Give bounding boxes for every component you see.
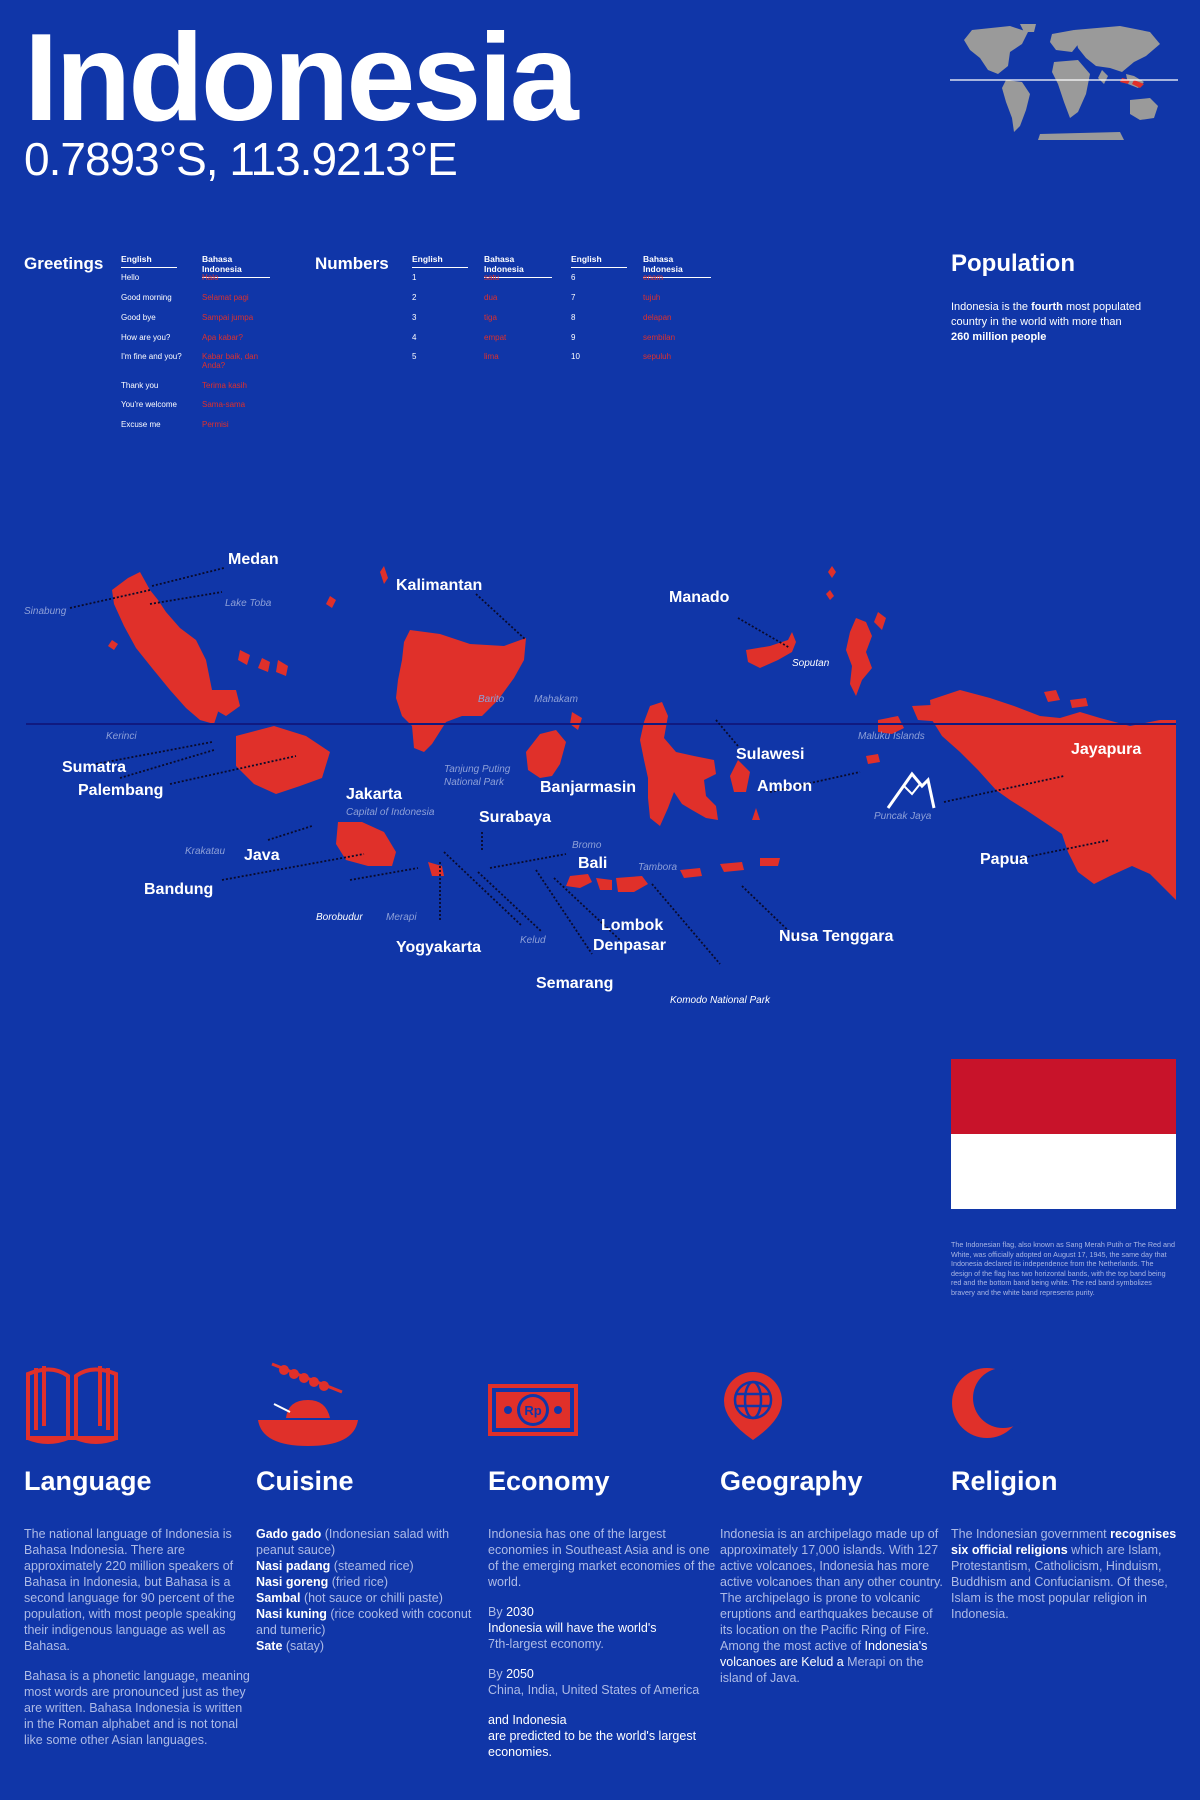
city-banjarmasin: Banjarmasin [540,779,637,796]
number-id: tujuh [643,293,661,302]
religion-end: which are Islam, Protestantism, Catholicism, Hinduism, Buddhism and Confucianism. Of these, Islam is the most popular religion in Indonesia. [951,1543,1168,1621]
economy-by: By [488,1605,507,1619]
geography-text [720,1526,946,1686]
cuisine-item-name: Sate [256,1639,283,1653]
place-krakatau: Krakatau [185,846,226,857]
city-semarang: Semarang [536,975,614,992]
flag-caption: The Indonesian flag, also known as Sang Merah Putih or The Red and White, was officially adopted on August 17, 1945, the same day that Indonesia declared its independence from the Netherlands. The design of the flag has two horizontal bands, with the top band being red and the bottom band being white. The red band symbolizes bravery and the white band represents purity. [951,1240,1176,1297]
number-en: 10 [571,352,580,361]
numbers-col-bahasa-2: Bahasa Indonesia [643,254,711,278]
cuisine-item [256,1558,484,1574]
greeting-id: Sampai jumpa [202,313,254,322]
greeting-en: Excuse me [121,420,161,429]
region-sumatra: Sumatra [62,759,127,776]
economy-title: Economy [488,1466,610,1496]
indonesian-flag [951,1059,1176,1209]
population-text-2: most populated country in the world with more than [951,301,1142,328]
economy-paragraph-2 [488,1604,716,1652]
number-en: 8 [571,313,576,322]
economy-2050-text: China, India, United States of America [488,1683,700,1697]
number-id: sepuluh [643,352,672,361]
economy-year-2050: 2050 [506,1667,534,1681]
religion-text [951,1526,1177,1622]
island-sulawesi [640,702,718,826]
number-en: 3 [412,313,417,322]
cuisine-list [256,1526,484,1654]
geography-paragraph: Indonesia is an archipelago made up of approximately 17,000 islands. With 127 active volcanoes, Indonesia has more active volcanoes than any other country. The archipelago is prone to volcanic eruptions and earthquakes because of its location on the Pacific Ring of Fire. Among the most active of [720,1527,943,1653]
economy-2030-text: Indonesia will have the world's [488,1621,657,1635]
population-text [951,300,1161,345]
economy-2030-rest: 7th-largest economy. [488,1637,604,1651]
place-sinabung: Sinabung [24,606,67,617]
place-kelud: Kelud [520,935,546,946]
place-komodo: Komodo National Park [670,995,771,1006]
city-medan: Medan [228,551,279,568]
flag-red-band [951,1059,1176,1134]
mountain-icon [888,774,934,808]
region-papua: Papua [980,851,1029,868]
cuisine-item-name: Nasi goreng [256,1575,329,1589]
greeting-en: You're welcome [121,400,177,409]
greeting-en: How are you? [121,333,171,342]
greeting-id: Permisi [202,420,229,429]
cuisine-item-name: Gado gado [256,1527,322,1541]
number-en: 6 [571,273,576,282]
number-id: dua [484,293,498,302]
religion-intro: The Indonesian government [951,1527,1111,1541]
number-en: 9 [571,333,576,342]
language-text [24,1526,252,1762]
island-java [336,822,396,866]
cuisine-item-desc: (fried rice) [328,1575,388,1589]
religion-highlight: recognises six official religions [951,1527,1177,1557]
greeting-id: Kabar baik, dan Anda? [202,352,259,370]
numbers-col-bahasa: Bahasa Indonesia [484,254,552,278]
cuisine-item-name: Nasi padang [256,1559,331,1573]
place-kerinci: Kerinci [106,731,137,742]
economy-paragraph-1: Indonesia has one of the largest economies in Southeast Asia and is one of the emerging market economies of the world. [488,1527,716,1589]
greeting-en: Thank you [121,381,159,390]
place-tambora: Tambora [638,862,678,873]
greetings-col-bahasa: Bahasa Indonesia [202,254,270,278]
region-lombok: Lombok [601,917,664,934]
connector-lines [70,568,1110,964]
crescent-icon [951,1366,1021,1440]
place-mahakam: Mahakam [534,694,578,705]
place-borobudur: Borobudur [316,912,363,923]
number-en: 7 [571,293,576,302]
number-id: tiga [484,313,497,322]
place-puncak-jaya: Puncak Jaya [874,811,932,822]
world-map-icon [950,22,1178,142]
city-jayapura: Jayapura [1071,741,1142,758]
economy-paragraph-4 [488,1712,716,1760]
cuisine-item-desc: (rice cooked with coconut and tumeric) [256,1607,472,1637]
economy-text [488,1526,716,1774]
population-figure: 260 million people [951,331,1047,343]
language-title: Language [24,1466,152,1496]
place-national-park: National Park [444,777,505,788]
rupiah-banknote-icon [488,1380,578,1440]
region-nusa-tenggara: Nusa Tenggara [779,928,894,945]
book-icon [24,1360,120,1446]
satay-bowl-icon [256,1360,360,1446]
greetings-col-english: English [121,254,177,268]
city-palembang: Palembang [78,782,164,799]
cuisine-item-desc: (steamed rice) [330,1559,414,1573]
economy-year-2030: 2030 [506,1605,534,1619]
greeting-id: Sama-sama [202,400,246,409]
city-manado: Manado [669,589,730,606]
city-yogyakarta: Yogyakarta [396,939,482,956]
greeting-id: Selamat pagi [202,293,249,302]
religion-title: Religion [951,1466,1058,1496]
number-id: lima [484,352,499,361]
cuisine-item-desc: (Indonesian salad with peanut sauce) [256,1527,450,1557]
cuisine-item [256,1590,484,1606]
city-bandung: Bandung [144,881,214,898]
number-id: delapan [643,313,672,322]
greeting-id: Apa kabar? [202,333,243,342]
greeting-en: I'm fine and you? [121,352,182,361]
region-bali: Bali [578,855,608,872]
island-bali [566,874,592,888]
population-title: Population [951,250,1075,277]
island-kalimantan [380,566,388,584]
number-en: 4 [412,333,417,342]
number-id: satu [484,273,500,282]
place-capital: Capital of Indonesia [346,807,435,818]
number-id: empat [484,333,507,342]
globe-pin-icon [720,1368,786,1442]
cuisine-item [256,1638,484,1654]
greeting-id: Halo [202,273,219,282]
region-java: Java [244,847,280,864]
cuisine-item [256,1526,484,1558]
population-text-bold: fourth [1031,301,1063,313]
place-barito: Barito [478,694,505,705]
coordinates: 0.7893°S, 113.9213°E [24,133,457,185]
cuisine-item [256,1574,484,1590]
page-title: Indonesia [24,9,576,147]
place-bromo: Bromo [572,840,602,851]
language-paragraph-2: Bahasa is a phonetic language, meaning most words are pronounced just as they are written. Bahasa Indonesia is written in the Roman alphabet and is not tonal like some other Asian languages. [24,1669,250,1747]
population-text-1: Indonesia is the [951,301,1032,313]
cuisine-item-name: Nasi kuning [256,1607,327,1621]
economy-largest: are predicted to be the world's largest economies. [488,1729,697,1759]
economy-and-indonesia: and Indonesia [488,1713,567,1727]
greeting-en: Good morning [121,293,172,302]
cuisine-item-name: Sambal [256,1591,301,1605]
cuisine-item [256,1606,484,1638]
numbers-col-english: English [412,254,468,268]
language-paragraph-1: The national language of Indonesia is Bahasa Indonesia. There are approximately 220 million speakers of Bahasa in Indonesia, but Bahasa is a second language for 90 percent of the population, with most people speaking their indigenous language as well as Bahasa. [24,1527,236,1653]
number-id: enam [643,273,664,282]
numbers-heading: Numbers [315,254,389,273]
greetings-heading: Greetings [24,254,104,273]
geography-highlight: Indonesia's volcanoes are Kelud a [720,1639,928,1669]
cuisine-item-desc: (hot sauce or chilli paste) [300,1591,443,1605]
cuisine-item-desc: (satay) [282,1639,325,1653]
place-maluku-islands: Maluku Islands [858,731,925,742]
greeting-en: Good bye [121,313,156,322]
geography-end: Merapi on the island of Java. [720,1655,924,1685]
rupiah-symbol: Rp [524,1403,542,1418]
city-jakarta: Jakarta [346,786,403,803]
economy-paragraph-3 [488,1666,716,1698]
city-denpasar: Denpasar [593,937,666,954]
place-merapi: Merapi [386,912,417,923]
region-kalimantan: Kalimantan [396,577,483,594]
geography-title: Geography [720,1466,863,1496]
region-sulawesi: Sulawesi [736,746,805,763]
city-ambon: Ambon [757,778,813,795]
place-soputan: Soputan [792,658,830,669]
number-en: 2 [412,293,417,302]
economy-by: By [488,1667,507,1681]
flag-white-band [951,1134,1176,1209]
greeting-id: Terima kasih [202,381,247,390]
city-surabaya: Surabaya [479,809,552,826]
number-id: sembilan [643,333,676,342]
number-en: 5 [412,352,417,361]
island-papua [930,690,1176,900]
cuisine-title: Cuisine [256,1466,354,1496]
numbers-col-english-2: English [571,254,627,268]
number-en: 1 [412,273,417,282]
place-lake-toba: Lake Toba [225,598,272,609]
greeting-en: Hello [121,273,140,282]
place-tanjung-puting: Tanjung Puting [444,764,511,775]
